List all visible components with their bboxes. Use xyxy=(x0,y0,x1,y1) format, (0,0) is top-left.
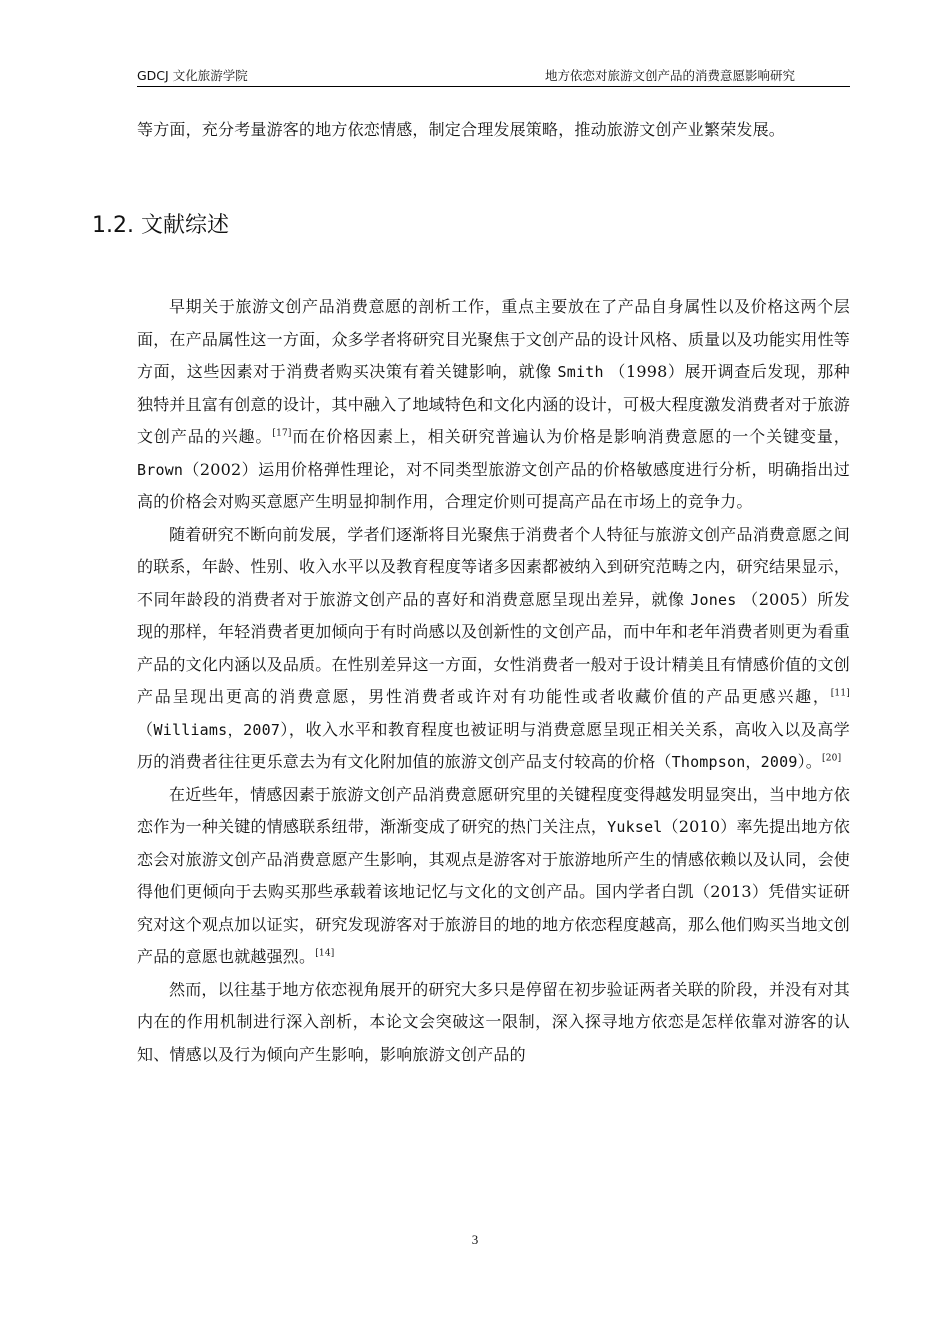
intro-block xyxy=(137,114,850,147)
p2-author-thompson: Thompson，2009 xyxy=(671,753,798,771)
p2-author-williams: Williams，2007 xyxy=(153,720,281,739)
p2-text-e: ）。 xyxy=(797,752,822,771)
p2-text-b: （2005）所发现的那样，年轻消费者更加倾向于有时尚感以及创新性的文创产品，而中年和老年消费者则更为看重产品的文化内涵以及品质。在性别差异这一方面，女性消费者一般对于设计精美且有情感价值的文创产品呈现出更高的消费意愿，男性消费者或许对有功能性或者收藏价值的产品更感兴趣， xyxy=(137,589,850,706)
section-heading: 1.2. 文献综述 xyxy=(92,213,229,238)
paragraph-4 xyxy=(137,974,850,1072)
citation-11: [11] xyxy=(830,688,850,699)
citation-17: [17] xyxy=(272,428,292,439)
p1-author-brown: Brown xyxy=(137,460,184,479)
p1-text-d: （2002）运用价格弹性理论，对不同类型旅游文创产品的价格敏感度进行分析，明确指出过高的价格会对购买意愿产生明显抑制作用，合理定价则可提高产品在市场上的竞争力。 xyxy=(137,459,850,511)
p3-text-a: 在近些年，情感因素于旅游文创产品消费意愿研究里的关键程度变得越发明显突出，当中地方依恋作为一种关键的情感联系纽带，渐渐变成了研究的热门关注点， xyxy=(137,784,850,836)
intro-continuation-paragraph: 等方面，充分考量游客的地方依恋情感，制定合理发展策略，推动旅游文创产业繁荣发展。 xyxy=(137,120,786,139)
p3-author-yuksel: Yuksel xyxy=(607,818,663,836)
p1-text-c: 而在价格因素上，相关研究普遍认为价格是影响消费意愿的一个关键变量， xyxy=(291,427,850,446)
paragraph-1 xyxy=(137,291,850,519)
p2-text-a: 随着研究不断向前发展，学者们逐渐将目光聚焦于消费者个人特征与旅游文创产品消费意愿之间的联系，年龄、性别、收入水平以及教育程度等诸多因素都被纳入到研究范畴之内，研究结果显示，不同年龄段的消费者对于旅游文创产品的喜好和消费意愿呈现出差异，就像 xyxy=(137,524,850,609)
running-header xyxy=(137,66,850,86)
header-divider xyxy=(137,86,850,87)
literature-review-body xyxy=(137,291,850,1071)
p2-author-jones: Jones xyxy=(690,590,737,609)
p2-text-c: （ xyxy=(137,719,154,739)
p2-text-d: ），收入水平和教育程度也被证明与消费意愿呈现正相关关系，高收入以及高学历的消费者往往更乐意去为有文化附加值的旅游文创产品支付较高的价格（ xyxy=(137,719,850,771)
p4-text-a: 然而，以往基于地方依恋视角展开的研究大多只是停留在初步验证两者关联的阶段，并没有对其内在的作用机制进行深入剖析，本论文会突破这一限制，深入探寻地方依恋是怎样依靠对游客的认知、情感以及行为倾向产生影响，影响旅游文创产品的 xyxy=(137,979,850,1064)
page-number: 3 xyxy=(471,1232,479,1247)
citation-14: [14] xyxy=(315,948,335,959)
p3-text-b: （2010）率先提出地方依恋会对旅游文创产品消费意愿产生影响，其观点是游客对于旅游地所产生的情感依赖以及认同，会使得他们更倾向于去购买那些承载着该地记忆与文化的文创产品。国内学者白凯（2013）凭借实证研究对这个观点加以证实，研究发现游客对于旅游目的地的地方依恋程度越高，那么他们购买当地文创产品的意愿也就越强烈。 xyxy=(137,817,850,966)
paragraph-2 xyxy=(137,519,850,779)
header-thesis-title: 地方依恋对旅游文创产品的消费意愿影响研究 xyxy=(544,68,795,83)
p1-author-smith: Smith xyxy=(557,363,604,381)
p1-text-b: （1998）展开调查后发现，那种独特并且富有创意的设计，其中融入了地域特色和文化内涵的设计，可极大程度激发消费者对于旅游文创产品的兴趣。 xyxy=(137,362,850,446)
paragraph-3 xyxy=(137,779,850,974)
citation-20: [20] xyxy=(822,753,842,764)
header-institution: GDCJ 文化旅游学院 xyxy=(137,68,248,83)
p1-text-a: 早期关于旅游文创产品消费意愿的剖析工作，重点主要放在了产品自身属性以及价格这两个层面，在产品属性这一方面，众多学者将研究目光聚焦于文创产品的设计风格、质量以及功能实用性等方面，这些因素对于消费者购买决策有着关键影响，就像 xyxy=(137,297,850,381)
